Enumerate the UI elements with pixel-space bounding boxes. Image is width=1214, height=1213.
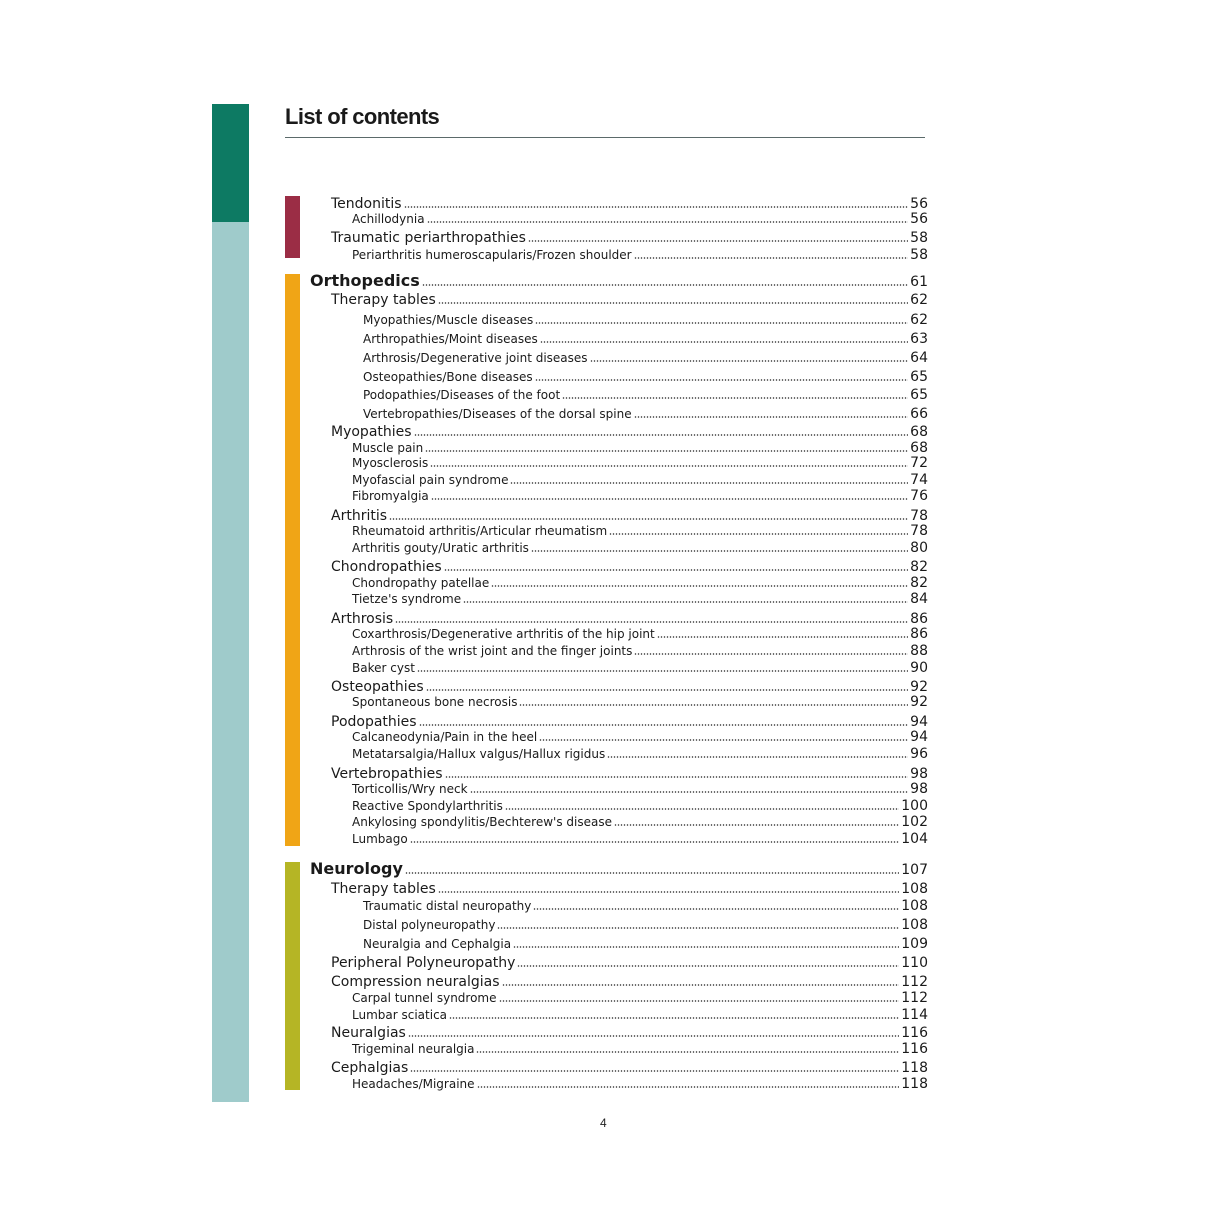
- dot-leader: [505, 808, 899, 810]
- toc-entry-label: Arthritis: [331, 508, 388, 524]
- toc-entry-page: 118: [901, 1076, 928, 1092]
- toc-entry-page: 76: [910, 488, 928, 504]
- dot-leader: [499, 1000, 900, 1002]
- toc-entry: [352, 661, 928, 676]
- toc-entry-page: 88: [910, 643, 928, 659]
- toc-entry: [352, 456, 928, 471]
- toc-entry: [352, 815, 928, 830]
- toc-entry-page: 56: [910, 211, 928, 227]
- toc-entry: [331, 679, 928, 695]
- dot-leader: [590, 360, 909, 362]
- toc-entry-page: 92: [910, 679, 928, 695]
- toc-entry-page: 108: [901, 917, 928, 933]
- toc-entry-page: 58: [910, 230, 928, 246]
- toc-entry: [331, 955, 928, 971]
- toc-entry: [331, 1025, 928, 1041]
- toc-entry-label: Orthopedics: [310, 271, 420, 290]
- dot-leader: [607, 756, 908, 758]
- toc-entry-label: Spontaneous bone necrosis: [352, 695, 518, 709]
- toc-entry-label: Arthropathies/Moint diseases: [363, 332, 538, 346]
- toc-entry-page: 72: [910, 455, 928, 471]
- toc-entry: [331, 766, 928, 782]
- dot-leader: [408, 1035, 899, 1037]
- toc-entry-page: 114: [901, 1007, 928, 1023]
- dot-leader: [531, 550, 908, 552]
- dot-leader: [444, 569, 909, 571]
- toc-entry: [363, 370, 928, 385]
- toc-entry: [352, 644, 928, 659]
- toc-entry: [331, 424, 928, 440]
- toc-entry: [352, 592, 928, 607]
- toc-entry-page: 86: [910, 611, 928, 627]
- toc-entry-page: 65: [910, 387, 928, 403]
- toc-entry-page: 92: [910, 694, 928, 710]
- toc-entry-page: 112: [901, 990, 928, 1006]
- dot-leader: [445, 776, 909, 778]
- toc-entry-page: 112: [901, 974, 928, 990]
- toc-entry: [352, 730, 928, 745]
- toc-entry-label: Podopathies: [331, 714, 417, 730]
- toc-entry: [363, 407, 928, 422]
- dot-leader: [609, 533, 908, 535]
- toc-entry: [352, 832, 928, 847]
- toc-entry-label: Coxarthrosis/Degenerative arthritis of the hip joint: [352, 627, 655, 641]
- toc-entry: [331, 1060, 928, 1076]
- dot-leader: [497, 927, 899, 929]
- toc-entry-label: Trigeminal neuralgia: [352, 1042, 475, 1056]
- toc-entry-page: 78: [910, 523, 928, 539]
- toc-entry: [363, 332, 928, 347]
- toc-entry: [352, 1008, 928, 1023]
- toc-entry-label: Traumatic periarthropathies: [331, 230, 526, 246]
- toc-entry-label: Torticollis/Wry neck: [352, 782, 468, 796]
- toc-entry: [331, 611, 928, 627]
- dot-leader: [476, 1051, 899, 1053]
- toc-entry-page: 94: [910, 714, 928, 730]
- toc-entry-page: 62: [910, 312, 928, 328]
- toc-entry: [331, 508, 928, 524]
- dot-leader: [533, 908, 899, 910]
- toc-entry-label: Neurology: [310, 859, 403, 878]
- toc-entry-page: 78: [910, 508, 928, 524]
- toc-entry: [331, 714, 928, 730]
- toc-entry: [352, 627, 928, 642]
- toc-entry: [352, 1077, 928, 1092]
- toc-entry: [352, 473, 928, 488]
- dot-leader: [614, 824, 899, 826]
- dot-leader: [405, 872, 899, 874]
- dot-leader: [535, 322, 908, 324]
- toc-entry: [363, 313, 928, 328]
- toc-entry-label: Tietze's syndrome: [352, 592, 462, 606]
- dot-leader: [540, 341, 908, 343]
- toc-entry: [363, 351, 928, 366]
- toc-entry: [352, 1042, 928, 1057]
- toc-entry-label: Lumbago: [352, 832, 408, 846]
- toc-entry-page: 108: [901, 898, 928, 914]
- toc-entry-label: Neuralgias: [331, 1025, 406, 1041]
- toc-entry-page: 66: [910, 406, 928, 422]
- dot-leader: [419, 724, 909, 726]
- dot-leader: [395, 621, 908, 623]
- dot-leader: [426, 689, 909, 691]
- toc-entry-label: Cephalgias: [331, 1060, 409, 1076]
- toc-entry: [331, 230, 928, 246]
- toc-entry-label: Reactive Spondylarthritis: [352, 799, 503, 813]
- toc-entry: [352, 541, 928, 556]
- toc-entry: [363, 388, 928, 403]
- dot-leader: [431, 498, 908, 500]
- toc-entry-page: 56: [910, 196, 928, 212]
- dot-leader: [417, 670, 908, 672]
- toc-entry: [331, 974, 928, 990]
- toc-entry-page: 104: [901, 831, 928, 847]
- toc-entry-label: Arthrosis: [331, 611, 394, 627]
- toc-entry-page: 90: [910, 660, 928, 676]
- toc-entry-page: 107: [901, 862, 928, 878]
- toc-entry-label: Osteopathies/Bone diseases: [363, 370, 533, 384]
- toc-entry: [331, 881, 928, 897]
- toc-entry-label: Podopathies/Diseases of the foot: [363, 388, 561, 402]
- toc-entry-label: Arthrosis/Degenerative joint diseases: [363, 351, 588, 365]
- toc-entry-label: Myopathies: [331, 424, 412, 440]
- toc-entry-label: Metatarsalgia/Hallux valgus/Hallux rigidus: [352, 747, 606, 761]
- dot-leader: [634, 257, 909, 259]
- dot-leader: [389, 518, 908, 520]
- toc-entry-label: Myopathies/Muscle diseases: [363, 313, 534, 327]
- dot-leader: [430, 465, 908, 467]
- toc-entry-label: Carpal tunnel syndrome: [352, 991, 497, 1005]
- toc-entry-page: 80: [910, 540, 928, 556]
- toc-entry: [363, 937, 928, 952]
- dot-leader: [438, 302, 908, 304]
- toc-entry: [352, 248, 928, 263]
- toc-entry-page: 109: [901, 936, 928, 952]
- toc-section-heading: [310, 272, 928, 290]
- toc-entry-label: Tendonitis: [331, 196, 402, 212]
- toc-entry-page: 116: [901, 1025, 928, 1041]
- toc-entry-label: Rheumatoid arthritis/Articular rheumatism: [352, 524, 608, 538]
- toc-entry-page: 108: [901, 881, 928, 897]
- toc-entry-label: Arthrosis of the wrist joint and the finger joints: [352, 644, 633, 658]
- toc-entry: [363, 899, 928, 914]
- toc-entry-page: 68: [910, 424, 928, 440]
- dot-leader: [634, 653, 908, 655]
- toc-entry-label: Periarthritis humeroscapularis/Frozen shoulder: [352, 248, 632, 262]
- dot-leader: [449, 1017, 899, 1019]
- toc-entry-page: 98: [910, 766, 928, 782]
- dot-leader: [528, 240, 908, 242]
- toc-entry: [352, 524, 928, 539]
- toc-entry-label: Calcaneodynia/Pain in the heel: [352, 730, 538, 744]
- toc-entry: [363, 918, 928, 933]
- toc-entry-page: 98: [910, 781, 928, 797]
- dot-leader: [657, 636, 908, 638]
- toc-entry: [352, 747, 928, 762]
- dot-leader: [427, 221, 909, 223]
- dot-leader: [425, 450, 908, 452]
- dot-leader: [463, 601, 908, 603]
- toc-entry-label: Headaches/Migraine: [352, 1077, 475, 1091]
- toc-entry-page: 64: [910, 350, 928, 366]
- toc-section-heading: [310, 860, 928, 878]
- toc-entry-page: 82: [910, 575, 928, 591]
- toc-entry-label: Traumatic distal neuropathy: [363, 899, 532, 913]
- toc-entry-page: 62: [910, 292, 928, 308]
- dot-leader: [422, 284, 908, 286]
- dot-leader: [470, 791, 909, 793]
- toc-entry-label: Vertebropathies/Diseases of the dorsal spine: [363, 407, 632, 421]
- toc-entry-page: 74: [910, 472, 928, 488]
- dot-leader: [535, 379, 909, 381]
- toc-entry-label: Ankylosing spondylitis/Bechterew's disease: [352, 815, 612, 829]
- dot-leader: [410, 1070, 899, 1072]
- toc-entry: [352, 695, 928, 710]
- toc-entry-page: 82: [910, 559, 928, 575]
- toc-entry: [352, 489, 928, 504]
- toc-entry-page: 65: [910, 369, 928, 385]
- toc-entry: [331, 196, 928, 212]
- toc-entry-label: Distal polyneuropathy: [363, 918, 496, 932]
- toc-entry-label: Fibromyalgia: [352, 489, 429, 503]
- toc-entry-page: 68: [910, 440, 928, 456]
- toc-entry-page: 86: [910, 626, 928, 642]
- toc-entry-label: Vertebropathies: [331, 766, 443, 782]
- toc-entry: [352, 782, 928, 797]
- toc-entry-page: 118: [901, 1060, 928, 1076]
- toc-entry-label: Myofascial pain syndrome: [352, 473, 509, 487]
- toc-entry-page: 94: [910, 729, 928, 745]
- toc-entry: [331, 292, 928, 308]
- dot-leader: [517, 965, 899, 967]
- toc-entry-page: 100: [901, 798, 928, 814]
- toc-entry-page: 84: [910, 591, 928, 607]
- toc-entry-label: Achillodynia: [352, 212, 425, 226]
- toc-entry-label: Arthritis gouty/Uratic arthritis: [352, 541, 529, 555]
- dot-leader: [519, 704, 908, 706]
- dot-leader: [539, 739, 908, 741]
- toc-entry-label: Neuralgia and Cephalgia: [363, 937, 512, 951]
- dot-leader: [562, 397, 908, 399]
- toc-entry-label: Myosclerosis: [352, 456, 429, 470]
- toc-entry-page: 110: [901, 955, 928, 971]
- toc-entry-label: Therapy tables: [331, 881, 436, 897]
- toc-entry-label: Osteopathies: [331, 679, 424, 695]
- page-title: List of contents: [285, 104, 440, 129]
- dot-leader: [634, 416, 909, 418]
- dot-leader: [502, 984, 900, 986]
- dot-leader: [404, 206, 909, 208]
- toc-entry: [352, 991, 928, 1006]
- toc-entry: [331, 559, 928, 575]
- dot-leader: [477, 1086, 900, 1088]
- toc-entry-page: 102: [901, 814, 928, 830]
- toc-entry-label: Compression neuralgias: [331, 974, 500, 990]
- toc-entry-label: Therapy tables: [331, 292, 436, 308]
- toc-entry: [352, 799, 928, 814]
- dot-leader: [438, 891, 900, 893]
- dot-leader: [414, 434, 909, 436]
- toc-entry-label: Muscle pain: [352, 441, 424, 455]
- toc-entry-page: 58: [910, 247, 928, 263]
- dot-leader: [410, 841, 900, 843]
- toc-entry: [352, 576, 928, 591]
- toc-entry-label: Lumbar sciatica: [352, 1008, 448, 1022]
- toc-entry-label: Chondropathy patellae: [352, 576, 490, 590]
- toc-entry-label: Baker cyst: [352, 661, 415, 675]
- toc-entry-label: Chondropathies: [331, 559, 442, 575]
- dot-leader: [491, 585, 908, 587]
- toc-entry: [352, 441, 928, 456]
- dot-leader: [510, 482, 908, 484]
- toc-entry-label: Peripheral Polyneuropathy: [331, 955, 516, 971]
- dot-leader: [513, 946, 899, 948]
- toc-entry-page: 116: [901, 1041, 928, 1057]
- toc-entry-page: 61: [910, 274, 928, 290]
- toc-entry-page: 63: [910, 331, 928, 347]
- toc-entry: [352, 212, 928, 227]
- toc-entry-page: 96: [910, 746, 928, 762]
- page-number: 4: [600, 1116, 607, 1130]
